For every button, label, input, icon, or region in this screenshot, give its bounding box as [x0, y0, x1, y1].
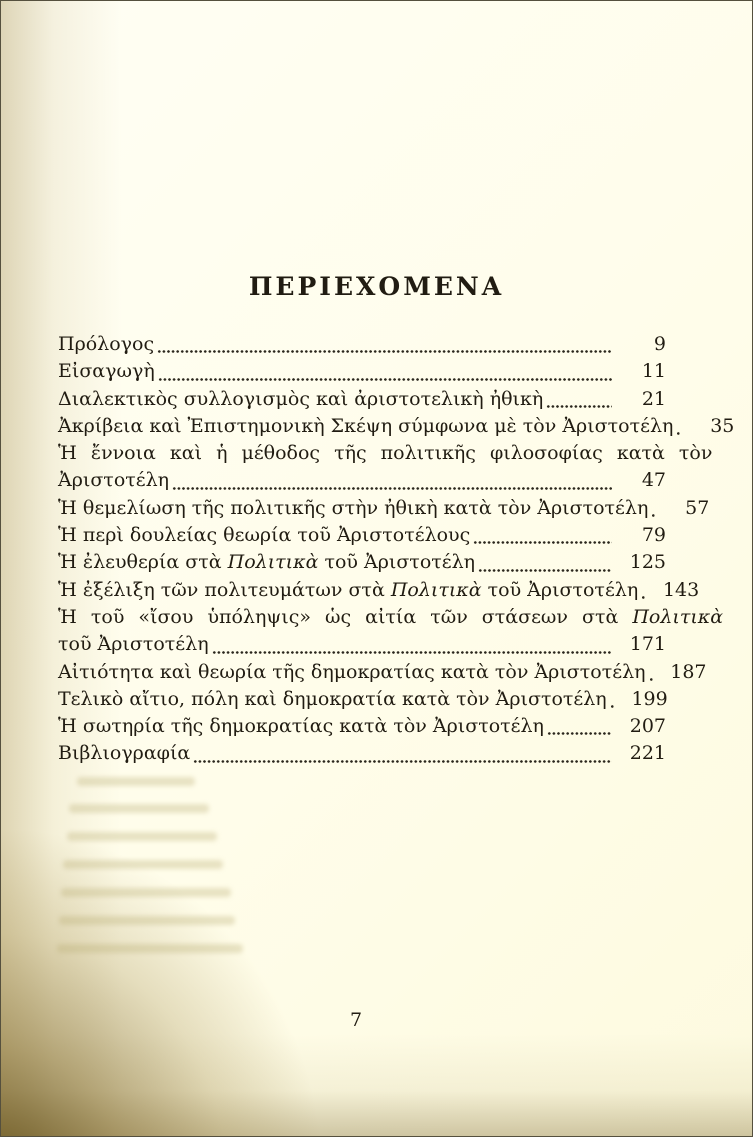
toc-page-number: 47	[641, 469, 666, 492]
dot-leader	[609, 686, 615, 713]
toc-entry	[58, 467, 666, 494]
dot-leader	[675, 413, 681, 440]
contents-title: ΠΕΡΙΕΧΟΜΕΝΑ	[248, 272, 505, 301]
toc-entry	[58, 713, 666, 740]
toc-entry	[58, 659, 707, 686]
dot-leader	[546, 713, 613, 740]
toc-list	[58, 331, 735, 768]
toc-entry	[58, 386, 666, 413]
toc-page-number: 199	[631, 687, 668, 710]
toc-entry-text: Ἡ ἐξέλιξη τῶν πολιτευμάτων στὰ Πολιτικὰ τοῦ Ἀριστοτέλη	[58, 578, 639, 601]
toc-page-number: 11	[641, 360, 666, 383]
toc-page-number: 57	[685, 496, 710, 519]
toc-entry-text: Ἀκρίβεια καὶ Ἐπιστημονικὴ Σκέψη σύμφωνα μὲ τὸν Ἀριστοτέλη	[58, 414, 674, 437]
dot-leader	[472, 522, 613, 549]
toc-entry	[58, 495, 710, 522]
toc-entry-text: Ἡ τοῦ «ἴσου ὑπόληψις» ὡς αἰτία τῶν στάσεων στὰ Πολιτικὰ	[58, 605, 724, 628]
toc-entry	[58, 740, 666, 767]
toc-entry-text: Πρόλογος	[58, 333, 155, 355]
toc-entry-text: Ἡ περὶ δουλείας θεωρία τοῦ Ἀριστοτέλους	[58, 524, 471, 547]
dot-leader	[211, 631, 613, 658]
toc-entry-text: Βιβλιογραφία	[58, 742, 191, 765]
toc-page-number: 207	[629, 715, 666, 738]
toc-entry	[58, 358, 666, 385]
toc-entry	[58, 604, 724, 631]
toc-entry	[58, 440, 713, 467]
toc-entry	[58, 413, 735, 440]
dot-leader	[171, 467, 613, 494]
toc-page-number: 143	[662, 578, 700, 601]
dot-leader	[648, 659, 654, 686]
toc-entry	[58, 686, 666, 713]
dot-leader	[156, 331, 613, 358]
toc-entry	[58, 577, 700, 604]
toc-entry-text: Τελικὸ αἴτιο, πόλη καὶ δημοκρατία κατὰ τὸν Ἀριστοτέλη	[58, 687, 607, 710]
dot-leader	[640, 577, 646, 604]
toc-entry-text: Εἰσαγωγὴ	[58, 360, 155, 383]
toc-entry-text: Ἡ ἐλευθερία στὰ Πολιτικὰ τοῦ Ἀριστοτέλη	[58, 551, 476, 574]
toc-entry-text: τοῦ Ἀριστοτέλη	[58, 633, 209, 656]
toc-page-number: 221	[629, 742, 666, 765]
dot-leader	[192, 740, 613, 767]
toc-entry	[58, 522, 666, 549]
toc-page-number: 79	[641, 524, 666, 547]
toc-entry	[58, 331, 666, 358]
toc-entry-text: Ἀριστοτέλη	[58, 469, 170, 492]
toc-entry	[58, 549, 666, 576]
toc-page-number: 35	[710, 414, 735, 437]
toc-entry-text: Διαλεκτικὸς συλλογισμὸς καὶ ἀριστοτελικὴ ἠθικὴ	[58, 387, 544, 410]
toc-page-number: 187	[670, 660, 707, 683]
toc-page-number: 9	[653, 333, 666, 355]
toc-entry-text: Ἡ σωτηρία τῆς δημοκρατίας κατὰ τὸν Ἀριστοτέλη	[58, 715, 544, 738]
dot-leader	[157, 358, 613, 385]
toc-page-number: 125	[629, 551, 666, 574]
dot-leader	[477, 549, 613, 576]
dot-leader	[545, 386, 613, 413]
toc-entry	[58, 631, 666, 658]
toc-entry-text: Ἡ ἔννοια καὶ ἡ μέθοδος τῆς πολιτικῆς φιλοσοφίας κατὰ τὸν	[58, 442, 713, 465]
toc-entry-text: Αἰτιότητα καὶ θεωρία τῆς δημοκρατίας κατὰ τὸν Ἀριστοτέλη	[58, 660, 646, 683]
dot-leader	[650, 495, 656, 522]
toc-page-number: 171	[629, 633, 666, 656]
toc-page-number: 21	[641, 387, 666, 410]
page-number-footer: 7	[349, 1009, 363, 1031]
toc-entry-text: Ἡ θεμελίωση τῆς πολιτικῆς στὴν ἠθικὴ κατὰ τὸν Ἀριστοτέλη	[58, 496, 649, 519]
